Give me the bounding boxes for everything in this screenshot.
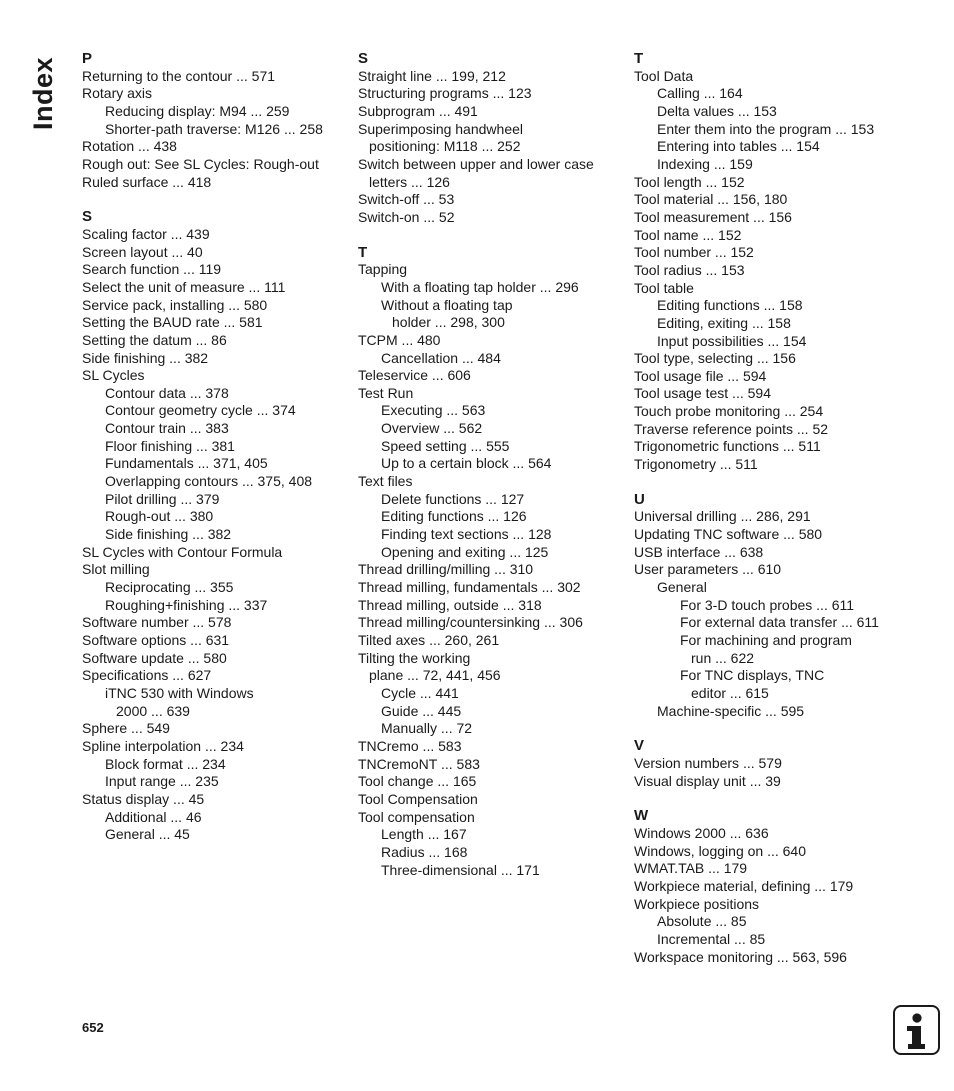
index-entry: Tool compensation [358,808,475,825]
index-entry: Universal drilling ... 286, 291 [634,508,811,525]
index-subentry: Cancellation ... 484 [381,349,501,366]
index-subentry: iTNC 530 with Windows [105,684,254,701]
index-entry: positioning: M118 ... 252 [369,138,521,155]
index-entry: Rough out: See SL Cycles: Rough-out [82,155,319,172]
index-subentry: Guide ... 445 [381,702,462,719]
index-subentry: Side finishing ... 382 [105,526,232,543]
index-entry: Select the unit of measure ... 111 [82,278,286,295]
index-subentry: Length ... 167 [381,826,467,843]
index-subentry: Editing, exiting ... 158 [657,314,791,331]
index-entry: Status display ... 45 [82,790,205,807]
index-entry: Slot milling [82,561,150,578]
index-entry: User parameters ... 610 [634,561,782,578]
index-entry: Test Run [358,384,414,401]
index-entry: Software options ... 631 [82,632,230,648]
index-subentry: Enter them into the program ... 153 [657,120,875,137]
index-entry: Version numbers ... 579 [634,754,782,771]
index-entry: Trigonometry ... 511 [634,456,758,473]
index-entry: Tool Compensation [358,790,478,807]
index-subentry: For TNC displays, TNC [680,667,825,684]
index-subentry: Reciprocating ... 355 [105,579,234,596]
index-entry: plane ... 72, 441, 456 [369,667,501,684]
index-entry: Switch-on ... 52 [358,208,455,225]
page-number: 652 [82,1020,104,1035]
index-subentry: Absolute ... 85 [657,913,747,930]
index-subentry: General ... 45 [105,826,190,843]
index-subentry: Incremental ... 85 [657,930,766,947]
section-letter: S [358,50,369,67]
index-entry: Side finishing ... 382 [82,349,209,366]
index-entry: TNCremo ... 583 [358,737,462,754]
index-section-t [358,244,628,880]
index-subentry: Without a floating tap [381,296,513,313]
section-letter: U [634,490,645,508]
index-entry: TNCremoNT ... 583 [358,755,480,772]
index-column-1 [82,50,352,861]
index-entry: Sphere ... 549 [82,720,170,737]
index-entry: Tool radius ... 153 [634,261,745,278]
index-subentry: For external data transfer ... 611 [680,614,879,631]
index-entry: Ruled surface ... 418 [82,173,212,190]
index-subentry: With a floating tap holder ... 296 [381,278,579,295]
index-subentry: Contour data ... 378 [105,384,229,401]
index-subentry: Opening and exiting ... 125 [381,543,549,560]
index-subentry: Editing functions ... 126 [381,508,527,525]
index-entry: Subprogram ... 491 [358,102,478,119]
index-entry: WMAT.TAB ... 179 [634,860,748,877]
index-subentry: Pilot drilling ... 379 [105,490,220,507]
index-entry: Spline interpolation ... 234 [82,737,244,754]
index-entry: Workpiece material, defining ... 179 [634,877,854,894]
index-entry: Thread milling, fundamentals ... 302 [358,579,581,596]
info-icon [893,1005,940,1055]
index-subentry: Executing ... 563 [381,402,486,419]
index-subentry: Cycle ... 441 [381,684,459,701]
index-subentry: Floor finishing ... 381 [105,437,235,454]
index-subentry: Overview ... 562 [381,420,483,437]
index-entry: TCPM ... 480 [358,331,441,348]
index-entry: USB interface ... 638 [634,543,764,560]
index-entry: Updating TNC software ... 580 [634,526,823,543]
index-entry: Service pack, installing ... 580 [82,296,268,313]
index-entry: Tool name ... 152 [634,226,742,243]
index-entry: SL Cycles [82,367,145,384]
index-section-v [634,737,904,790]
index-entry: Thread drilling/milling ... 310 [358,561,534,578]
section-letter: S [82,208,93,226]
index-entry: Tool number ... 152 [634,244,754,261]
index-entry: Software update ... 580 [82,649,227,666]
index-subentry: Fundamentals ... 371, 405 [105,455,268,472]
section-letter: V [634,737,645,755]
section-letter: P [82,50,93,67]
index-entry: Tool usage file ... 594 [634,367,767,384]
index-entry: Returning to the contour ... 571 [82,67,276,84]
index-subentry: Additional ... 46 [105,808,202,825]
index-subentry: Delta values ... 153 [657,102,777,119]
index-subentry: Three-dimensional ... 171 [381,861,540,878]
index-entry: Thread milling, outside ... 318 [358,596,542,613]
index-subentry: Entering into tables ... 154 [657,138,820,155]
index-entry: Setting the BAUD rate ... 581 [82,314,263,331]
index-entry: Tool type, selecting ... 156 [634,350,796,367]
index-entry: Tool usage test ... 594 [634,385,771,402]
index-subentry: For machining and program [680,632,852,648]
index-subentry: Reducing display: M94 ... 259 [105,102,290,119]
index-subentry: Machine-specific ... 595 [657,702,805,719]
index-subentry: Input possibilities ... 154 [657,332,807,349]
index-entry: Tool Data [634,67,694,84]
index-entry: Thread milling/countersinking ... 306 [358,614,583,631]
index-subentry: Finding text sections ... 128 [381,526,552,543]
index-subentry: Roughing+finishing ... 337 [105,596,268,613]
index-entry: Windows 2000 ... 636 [634,824,769,841]
index-subentry: Manually ... 72 [381,720,473,737]
index-subentry: Up to a certain block ... 564 [381,455,552,472]
index-subentry: Calling ... 164 [657,85,743,102]
index-entry: Tilted axes ... 260, 261 [358,632,500,648]
index-entry: Software number ... 578 [82,614,232,631]
index-subentry: Delete functions ... 127 [381,490,525,507]
index-entry: Setting the datum ... 86 [82,331,227,348]
index-subentry: 2000 ... 639 [116,702,190,719]
index-entry: Tool material ... 156, 180 [634,191,788,208]
section-letter: T [358,243,368,261]
index-entry: Tool table [634,279,694,296]
index-entry: letters ... 126 [369,173,450,190]
index-entry: Visual display unit ... 39 [634,772,781,789]
index-subentry: For 3-D touch probes ... 611 [680,596,855,613]
index-entry: Rotary axis [82,85,153,102]
index-entry: Text files [358,473,413,490]
index-entry: Search function ... 119 [82,261,222,278]
index-entry: Rotation ... 438 [82,138,177,155]
index-subentry: Block format ... 234 [105,755,226,772]
index-subentry: Shorter-path traverse: M126 ... 258 [105,120,323,137]
index-entry: Switch between upper and lower case [358,155,594,172]
index-entry: Teleservice ... 606 [358,367,471,384]
index-entry: Tapping [358,261,408,278]
index-entry: Superimposing handwheel [358,120,523,137]
index-entry: Workpiece positions [634,895,760,912]
index-entry: Windows, logging on ... 640 [634,842,806,859]
index-entry: Screen layout ... 40 [82,243,203,260]
section-letter: W [634,807,649,825]
index-entry: Workspace monitoring ... 563, 596 [634,948,847,965]
index-entry: SL Cycles with Contour Formula [82,543,283,560]
index-entry: Specifications ... 627 [82,667,212,684]
index-section-s [358,50,628,227]
index-subentry: Contour geometry cycle ... 374 [105,402,296,419]
index-subentry: holder ... 298, 300 [392,314,505,331]
index-subentry: General [657,579,707,596]
index-entry: Touch probe monitoring ... 254 [634,403,824,420]
index-entry: Tool change ... 165 [358,773,477,790]
index-entry: Tool length ... 152 [634,173,745,190]
index-column-3 [634,50,904,983]
index-entry: Tool measurement ... 156 [634,208,792,225]
index-section-s [82,208,352,844]
index-subentry: run ... 622 [691,649,755,666]
index-subentry: Rough-out ... 380 [105,508,214,525]
index-section-t [634,50,904,474]
index-entry: Trigonometric functions ... 511 [634,438,821,455]
index-entry: Traverse reference points ... 52 [634,420,829,437]
index-section-w [634,807,904,966]
index-side-title: Index [28,56,58,130]
section-letter: T [634,50,644,67]
index-subentry: Contour train ... 383 [105,420,229,437]
index-column-2 [358,50,628,896]
index-entry: Straight line ... 199, 212 [358,67,506,84]
index-subentry: Editing functions ... 158 [657,297,803,314]
index-entry: Switch-off ... 53 [358,191,455,208]
index-section-u [634,491,904,721]
index-subentry: Input range ... 235 [105,773,219,790]
index-subentry: Radius ... 168 [381,843,468,860]
index-subentry: editor ... 615 [691,684,769,701]
index-entry: Structuring programs ... 123 [358,85,532,102]
index-entry: Scaling factor ... 439 [82,225,210,242]
index-entry: Tilting the working [358,649,471,666]
index-subentry: Speed setting ... 555 [381,437,510,454]
index-subentry: Indexing ... 159 [657,155,753,172]
index-subentry: Overlapping contours ... 375, 408 [105,473,313,490]
index-section-p [82,50,352,191]
